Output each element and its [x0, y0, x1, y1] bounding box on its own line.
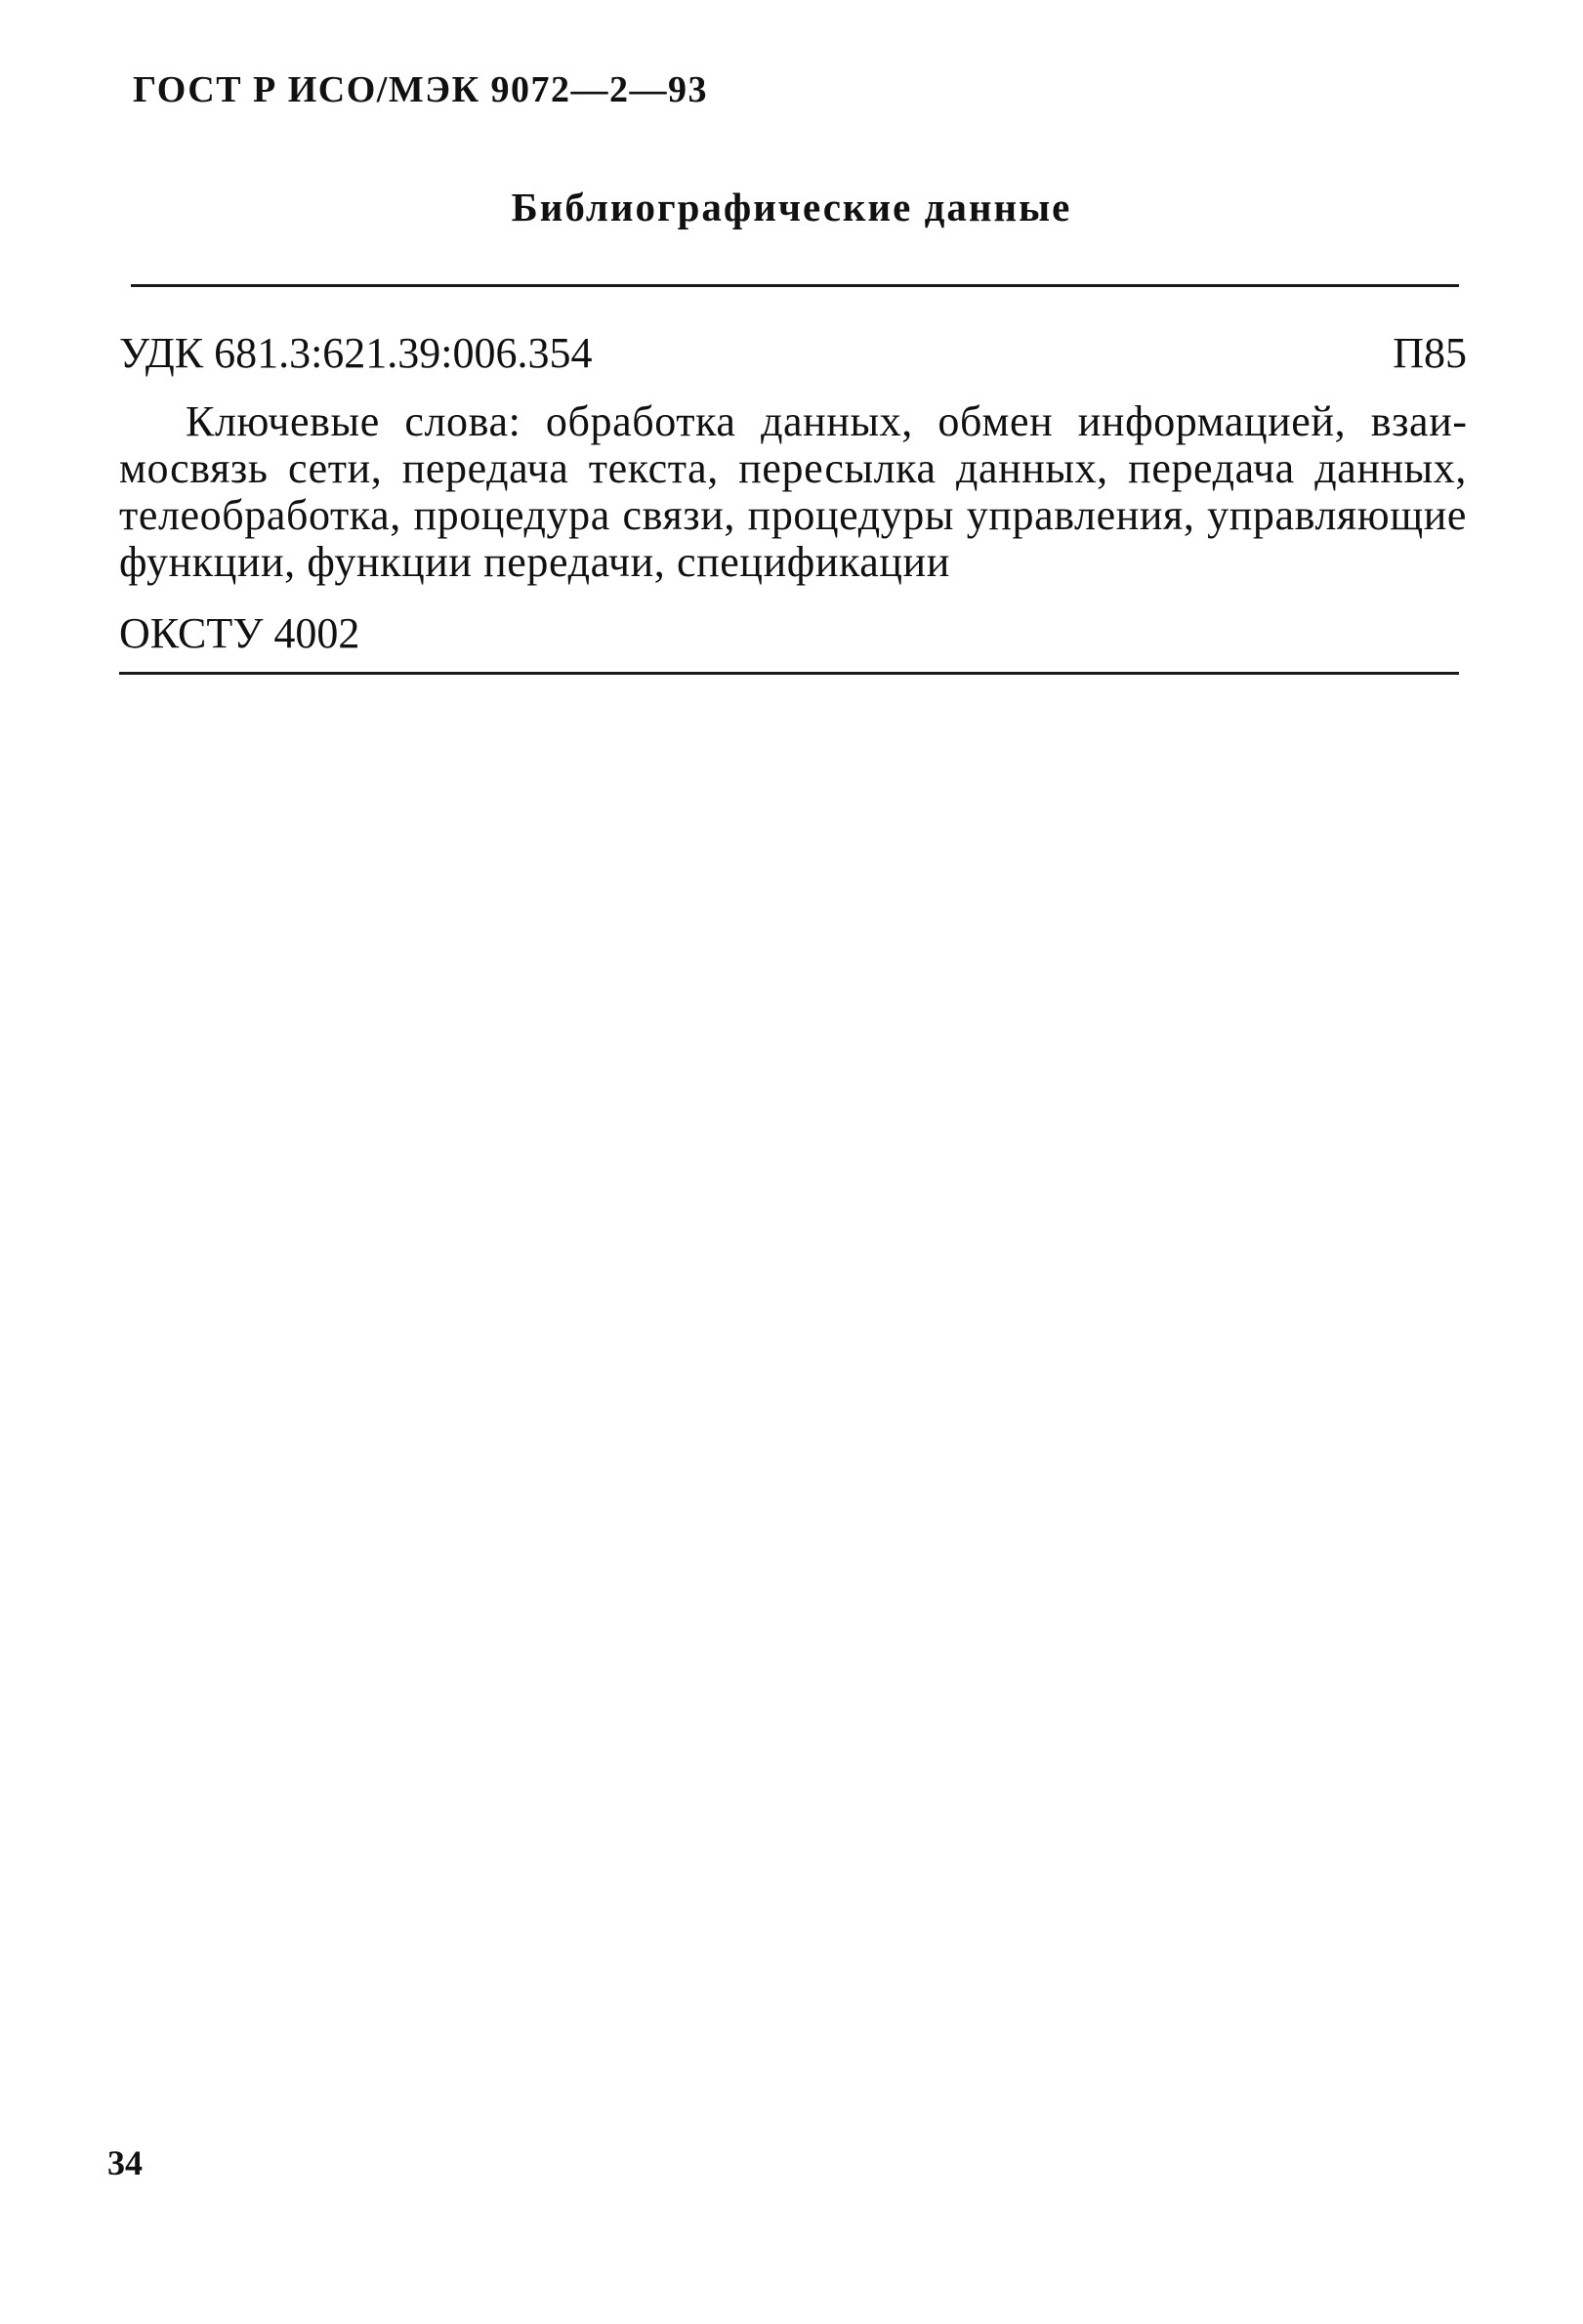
okstu-code: ОКСТУ 4002 [119, 609, 360, 657]
keywords-paragraph: Ключевые слова: обработка данных, обмен информацией, взаимосвязь сети, передача текста, пересылка данных, передача данных, телеобработка, процедура связи, процедуры управления, управляющие функции, функции передачи, спецификации [119, 397, 1467, 586]
standard-code-header: ГОСТ Р ИСО/МЭК 9072—2—93 [133, 69, 709, 110]
page-number: 34 [107, 2143, 143, 2182]
section-title: Библиографические данные [511, 185, 1072, 229]
top-divider [131, 284, 1459, 287]
bottom-divider [119, 672, 1459, 675]
udc-code: УДК 681.3:621.39:006.354 [119, 329, 593, 377]
group-code: П85 [1393, 329, 1467, 377]
